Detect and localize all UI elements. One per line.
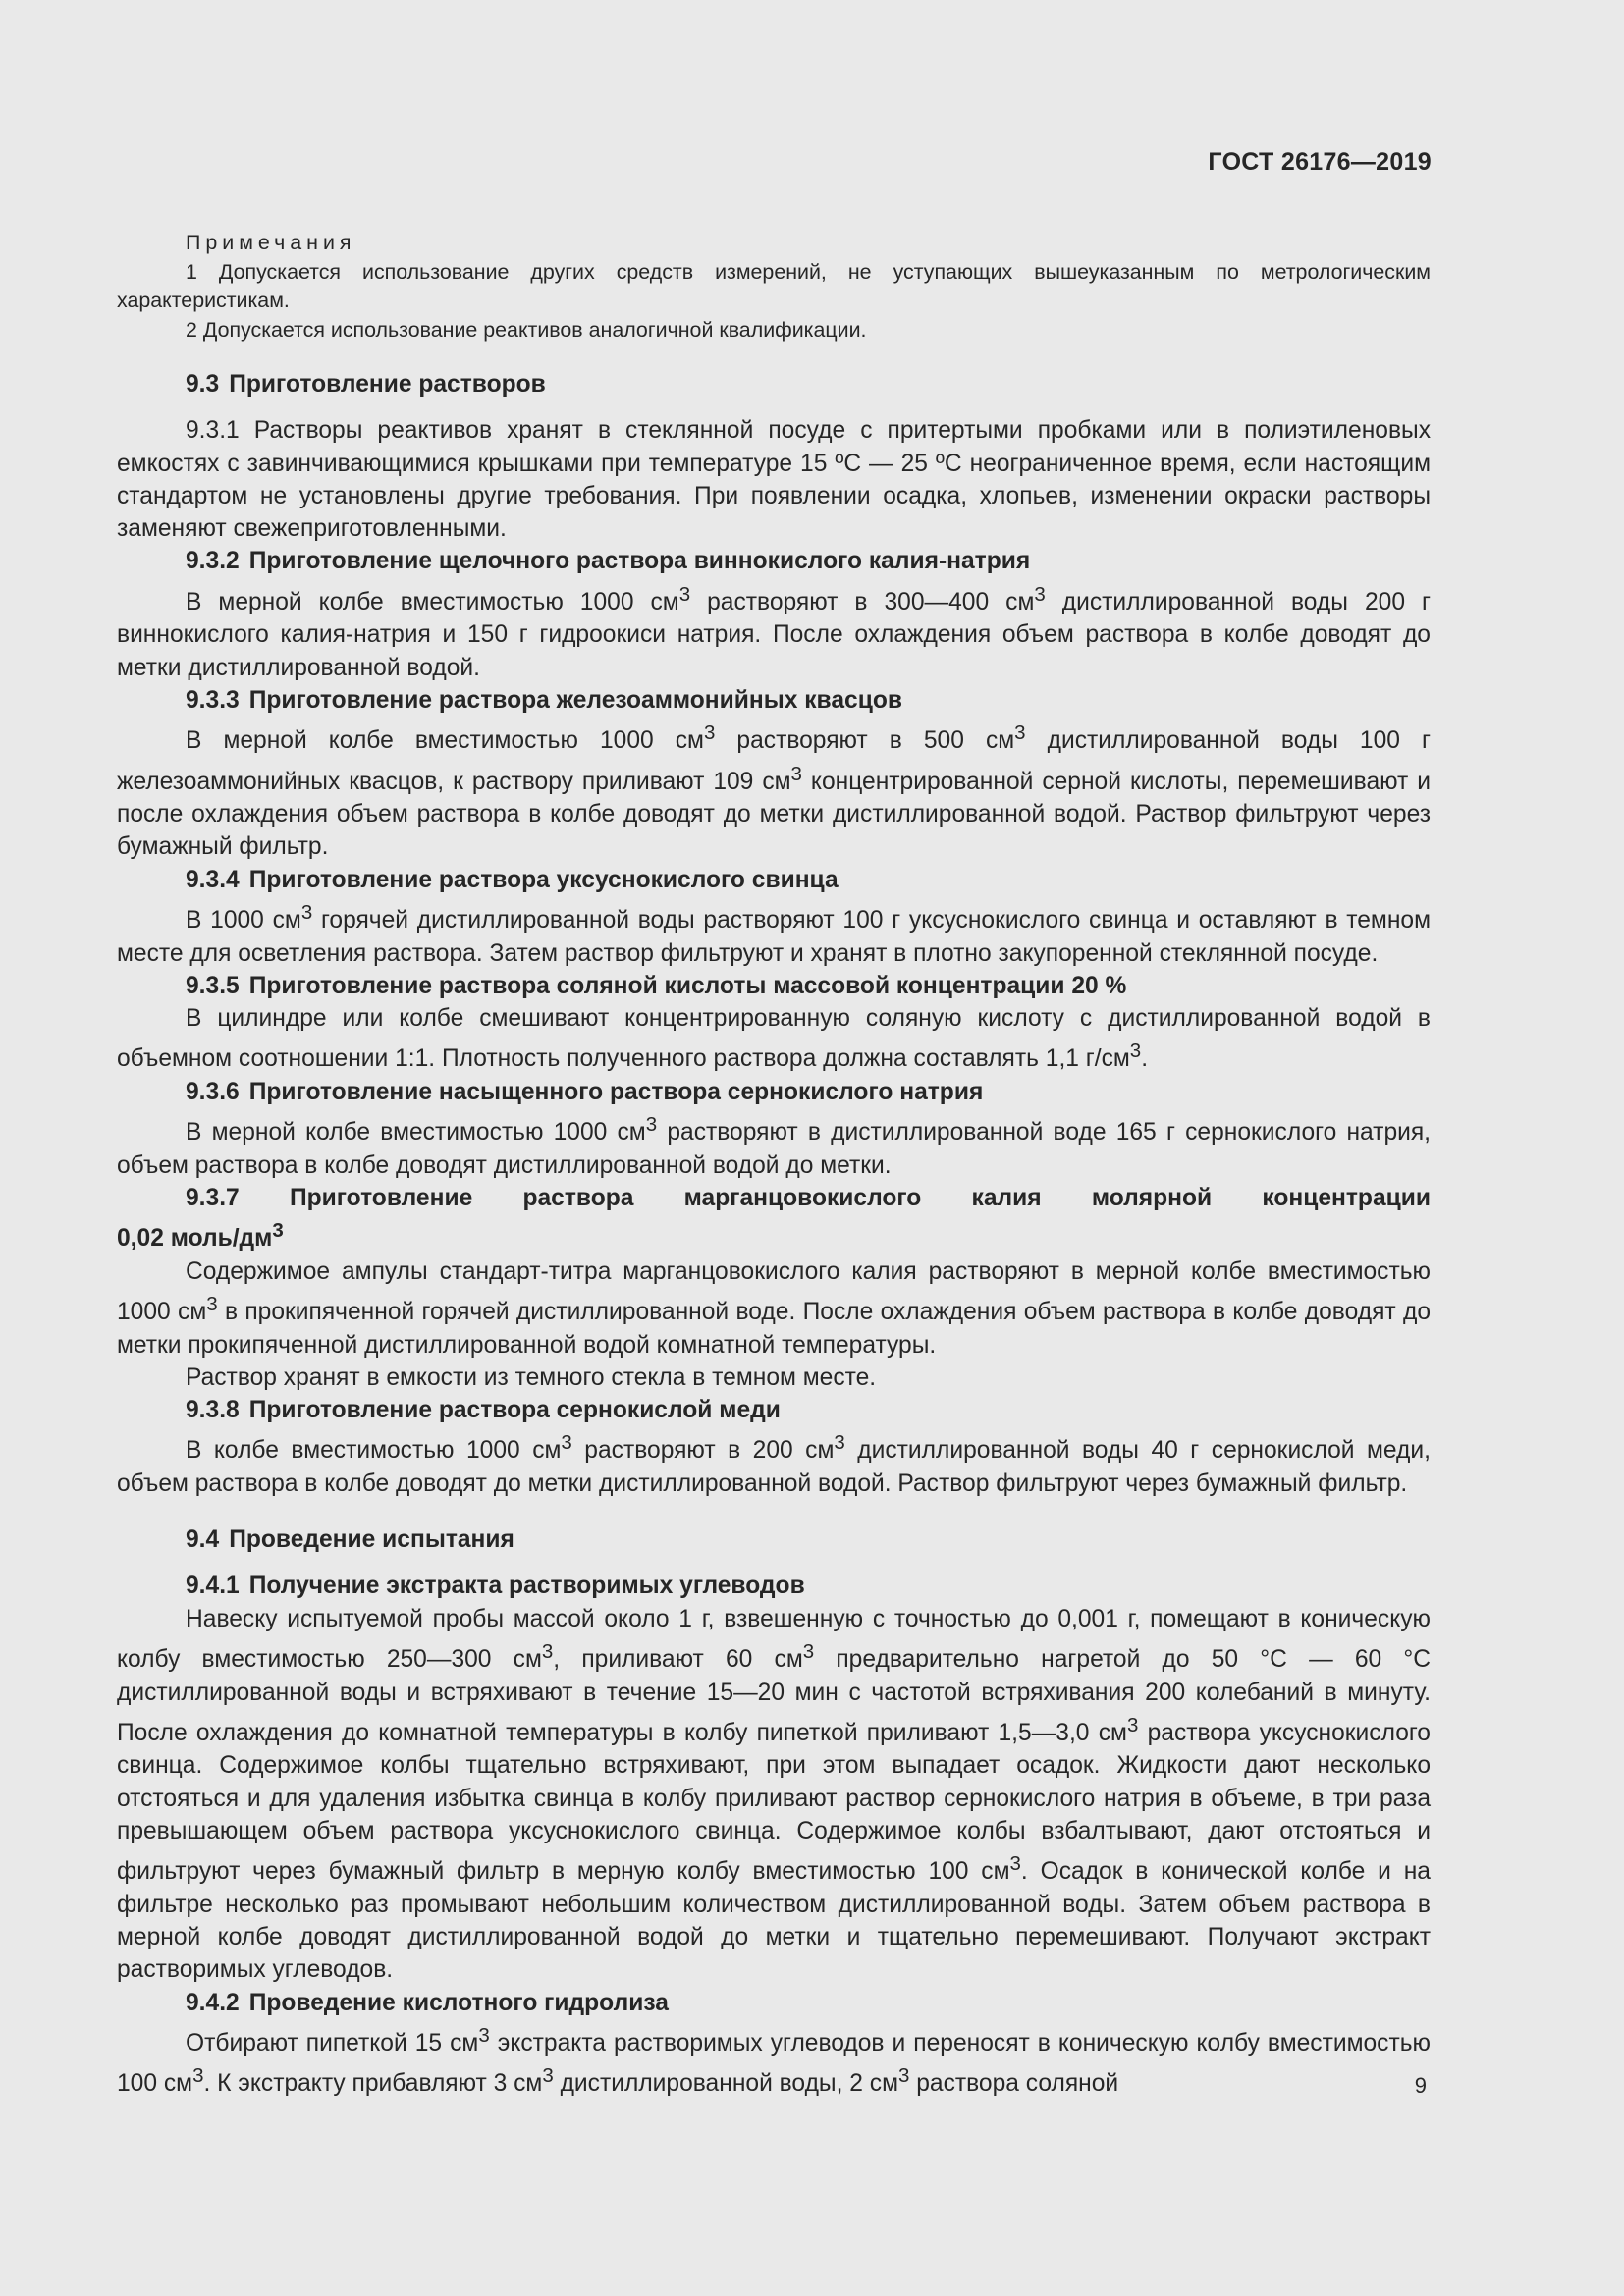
subsection-heading-9-3-2: 9.3.2 Приготовление щелочного раствора виннокислого калия-натрия — [186, 548, 1031, 575]
page-content — [117, 229, 1431, 2101]
subsection-heading-9-3-3: 9.3.3 Приготовление раствора железоаммонийных квасцов — [186, 686, 902, 714]
subsection-heading-9-3-4: 9.3.4 Приготовление раствора уксуснокислого свинца — [186, 866, 839, 893]
paragraph-9-3-6: В мерной колбе вместимостью 1000 $см^3$ растворяют в дистиллированной воде 165 г сернокислого натрия, объем раствора в колбе доводят дистиллированной водой до метки. — [117, 1113, 1432, 1179]
notes-block — [117, 229, 1431, 345]
subsection-heading-9-3-6: 9.3.6 Приготовление насыщенного раствора сернокислого натрия — [186, 1078, 984, 1105]
subsection-heading-9-3-5: 9.3.5 Приготовление раствора соляной кислоты массовой концентрации 20 % — [186, 972, 1127, 999]
paragraph-9-3-4: В 1000 $см^3$ горячей дистиллированной воды растворяют 100 г уксуснокислого свинца и оставляют в темном месте для осветления раствора. Затем раствор фильтруют и хранят в плотно закупоренной стеклянной посуде. — [117, 901, 1431, 967]
notes-title: Примечания — [186, 231, 356, 254]
section-heading-9-3: 9.3 Приготовление растворов — [186, 371, 546, 398]
subsection-heading-9-4-2: 9.4.2 Проведение кислотного гидролиза — [186, 1989, 669, 2016]
note-item: 1 Допускается использование других средств измерений, не уступающих вышеуказанным по метрологическим характеристикам. — [117, 259, 1431, 312]
subsection-heading-9-3-8: 9.3.8 Приготовление раствора сернокислой меди — [186, 1397, 781, 1424]
note-item: 2 Допускается использование реактивов аналогичной квалификации. — [186, 317, 867, 342]
paragraph-9-4-1: Навеску испытуемой пробы массой около 1 г, взвешенную с точностью до 0,001 г, помещают в коническую колбу вместимостью 250—300 $см^3$, приливают 60 $см^3$ предварительно нагретой до 50 °С — 60 °С дистиллированной воды и встряхивают в течение 15—20 мин с частотой встряхивания 200 колебаний в минуту. После охлаждения до комнатной температуры в колбу пипеткой приливают 1,5—3,0 $см^3$ раствора уксуснокислого свинца. Содержимое колбы тщательно встряхивают, при этом выпадает осадок. Жидкости дают несколько отстояться и для удаления избытка свинца в колбу приливают раствор сернокислого натрия в объеме, в три раза превышающем объем раствора уксуснокислого свинца. Содержимое колбы взбалтывают, дают отстояться и фильтруют через бумажный фильтр в мерную колбу вместимостью 100 $см^3$. Осадок в конической колбе и на фильтре несколько раз промывают небольшим количеством дистиллированной воды. Затем объем раствора в мерной колбе доводят дистиллированной водой до метки и тщательно перемешивают. Получают экстракт растворимых углеводов. — [117, 1605, 1432, 1984]
paragraph-9-3-7-storage: Раствор хранят в емкости из темного стекла в темном месте. — [186, 1363, 877, 1391]
subsection-heading-9-3-7-cont: 0,02 моль/$дм^3$ — [117, 1219, 284, 1253]
document-header: ГОСТ 26176—2019 — [1208, 148, 1432, 176]
section-heading-9-4: 9.4 Проведение испытания — [186, 1526, 514, 1554]
paragraph-9-3-2: В мерной колбе вместимостью 1000 $см^3$ растворяют в 300—400 $см^3$ дистиллированной воды 200 г виннокислого калия-натрия и 150 г гидроокиси натрия. После охлаждения объем раствора в колбе доводят до метки дистиллированной водой. — [117, 582, 1431, 681]
paragraph-9-3-7: Содержимое ампулы стандарт-титра марганцовокислого калия растворяют в мерной колбе вместимостью 1000 $см^3$ в прокипяченной горячей дистиллированной воде. После охлаждения объем раствора в колбе доводят до метки прокипяченной дистиллированной водой комнатной температуры. — [117, 1257, 1431, 1359]
page-number: 9 — [1414, 2073, 1427, 2098]
subsection-heading-9-3-7: 9.3.7 Приготовление раствора марганцовокислого калия молярной концентрации — [186, 1184, 1431, 1211]
subsection-heading-9-4-1: 9.4.1 Получение экстракта растворимых углеводов — [186, 1573, 805, 1600]
paragraph-9-3-8: В колбе вместимостью 1000 $см^3$ растворяют в 200 $см^3$ дистиллированной воды 40 г сернокислой меди, объем раствора в колбе доводят до метки дистиллированной водой. Раствор фильтруют через бумажный фильтр. — [117, 1431, 1431, 1497]
paragraph-9-3-1: 9.3.1 Растворы реактивов хранят в стеклянной посуде с притертыми пробками или в полиэтиленовых емкостях с завинчивающимися крышками при температуре 15 ºС — 25 ºС неограниченное время, если настоящим стандартом не установлены другие требования. При появлении осадка, хлопьев, изменении окраски растворы заменяют свежеприготовленными. — [117, 417, 1431, 543]
paragraph-9-4-2: Отбирают пипеткой 15 $см^3$ экстракта растворимых углеводов и переносят в коническую колбу вместимостью 100 $см^3$. К экстракту прибавляют 3 $см^3$ дистиллированной воды, 2 $см^3$ раствора соляной — [117, 2023, 1431, 2098]
paragraph-9-3-5: В цилиндре или колбе смешивают концентрированную соляную кислоту с дистиллированной водой в объемном соотношении 1:1. Плотность полученного раствора должна составлять 1,1 $г/см^3$. — [117, 1005, 1431, 1073]
paragraph-9-3-3: В мерной колбе вместимостью 1000 $см^3$ растворяют в 500 $см^3$ дистиллированной воды 100 г железоаммонийных квасцов, к раствору приливают 109 $см^3$ концентрированной серной кислоты, перемешивают и после охлаждения объем раствора в колбе доводят до метки дистиллированной водой. Раствор фильтруют через бумажный фильтр. — [117, 721, 1431, 861]
